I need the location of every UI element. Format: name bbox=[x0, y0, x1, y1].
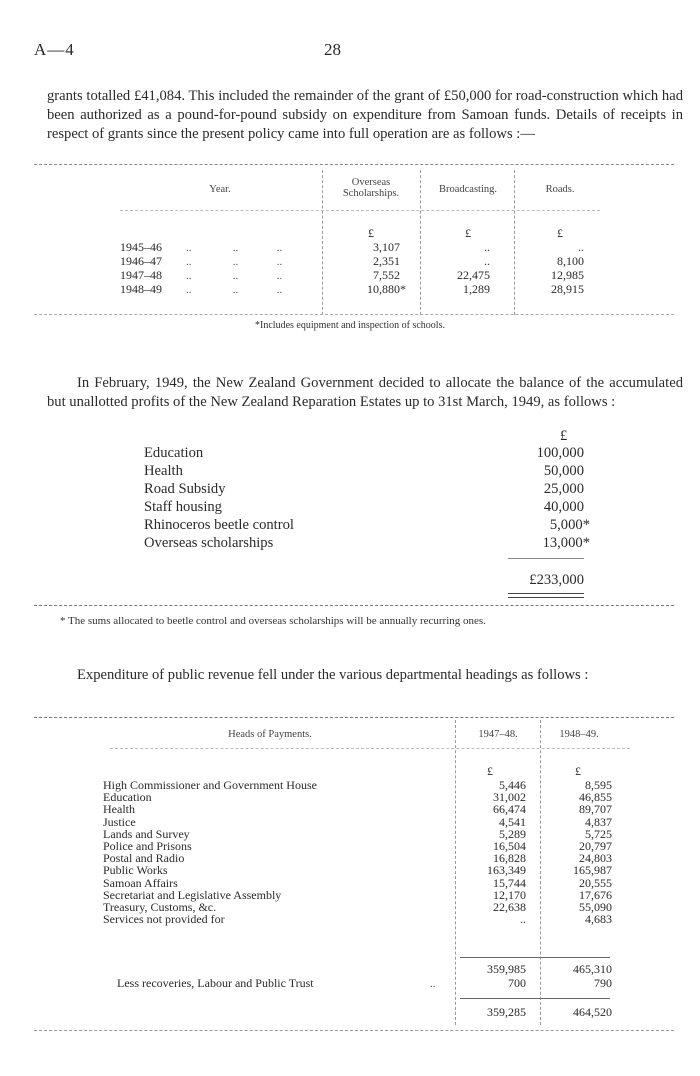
allocation-amount: 25,000 bbox=[543, 481, 584, 497]
expenditure-row-label: Police and Prisons bbox=[103, 839, 192, 853]
allocation-amount: 100,000 bbox=[536, 445, 584, 461]
expenditure-row-1948: 55,090 bbox=[579, 900, 612, 914]
expenditure-row-label: Lands and Survey bbox=[103, 826, 190, 841]
expenditure-row-label: Education bbox=[103, 790, 152, 805]
expenditure-row-1947: 31,002 bbox=[493, 790, 526, 805]
expenditure-row-1948: 8,595 bbox=[585, 778, 612, 792]
expenditure-paragraph bbox=[47, 666, 683, 685]
grants-currency-roads: £ bbox=[557, 226, 563, 240]
expenditure-row-1948: 5,725 bbox=[585, 826, 612, 841]
expenditure-row-1947: 16,828 bbox=[493, 851, 526, 866]
expenditure-row-1948: 4,683 bbox=[585, 912, 612, 927]
allocation-amount: 13,000* bbox=[542, 535, 590, 551]
grants-row-year: 1948–49 bbox=[120, 282, 162, 296]
expenditure-currency-1947: £ bbox=[487, 764, 493, 778]
grants-header-broadcasting: Broadcasting. bbox=[438, 184, 498, 195]
grants-row-roads: 12,985 bbox=[551, 268, 584, 282]
expenditure-row-1947: 4,541 bbox=[499, 814, 526, 829]
grants-row-overseas: 3,107 bbox=[373, 240, 400, 254]
allocation-total: £233,000 bbox=[529, 572, 584, 588]
grants-table bbox=[0, 0, 700, 340]
allocation-sum-rule bbox=[508, 558, 584, 559]
expenditure-row-label: Treasury, Customs, &c. bbox=[103, 900, 217, 914]
grants-header-rule bbox=[120, 210, 600, 211]
expenditure-subtotal-1948: 465,310 bbox=[573, 962, 612, 976]
allocation-amount: 40,000 bbox=[543, 499, 584, 515]
page-number: 28 bbox=[324, 40, 341, 59]
expenditure-row-label: Services not provided for bbox=[103, 912, 225, 927]
grants-col-divider-1 bbox=[322, 170, 323, 315]
expenditure-row-1948: 165,987 bbox=[573, 863, 612, 878]
expenditure-col-divider-1 bbox=[455, 720, 456, 1025]
grants-row-year: 1947–48 bbox=[120, 268, 162, 282]
expenditure-subtotal-1947: 359,985 bbox=[487, 962, 526, 976]
expenditure-row-label: High Commissioner and Government House bbox=[103, 778, 317, 792]
grants-row-year: 1946–47 bbox=[120, 254, 162, 268]
intro-paragraph-text: grants totalled £41,084. This included the remainder of the grant of £50,000 for road-construction which had been authorized as a pound-for-pound subsidy on expenditure from Samoan funds. Details of receipts in respect of grants since the present policy came into full operation are as follows :— bbox=[47, 88, 683, 142]
expenditure-row-1947: .. bbox=[520, 912, 526, 927]
grants-col-divider-2 bbox=[420, 170, 421, 315]
expenditure-subtotal-rule bbox=[460, 957, 610, 958]
expenditure-row-1947: 66,474 bbox=[493, 802, 526, 817]
reparation-paragraph-text: In February, 1949, the New Zealand Government decided to allocate the balance of the accumulated but unallotted profits of the New Zealand Reparation Estates up to 31st March, 1949, as follows : bbox=[47, 375, 683, 410]
expenditure-row-label: Health bbox=[103, 802, 135, 817]
expenditure-table-top-rule bbox=[34, 717, 674, 718]
grants-table-bottom-rule bbox=[34, 314, 674, 315]
report-reference: A—4 bbox=[34, 40, 75, 59]
expenditure-row-1947: 22,638 bbox=[493, 900, 526, 914]
expenditure-row-1948: 24,803 bbox=[579, 851, 612, 866]
expenditure-row-1947: 163,349 bbox=[487, 863, 526, 878]
expenditure-row-1948: 20,555 bbox=[579, 875, 612, 890]
expenditure-row-1948: 4,837 bbox=[585, 814, 612, 829]
allocation-label: Rhinoceros beetle control bbox=[144, 517, 294, 533]
expenditure-total-rule bbox=[460, 998, 610, 999]
leader-dots: .. .. .. bbox=[186, 242, 283, 254]
expenditure-header-1947: 1947–48. bbox=[478, 729, 518, 740]
expenditure-row-label: Samoan Affairs bbox=[103, 875, 178, 890]
expenditure-row-1947: 5,289 bbox=[499, 826, 526, 841]
allocation-label: Health bbox=[144, 463, 183, 479]
grants-row-roads: .. bbox=[578, 240, 584, 254]
expenditure-total-1947: 359,285 bbox=[487, 1005, 526, 1019]
grants-row-broadcasting: 22,475 bbox=[457, 268, 490, 282]
grants-currency-broadcasting: £ bbox=[465, 226, 471, 240]
grants-row-broadcasting: 1,289 bbox=[463, 282, 490, 296]
allocation-label: Staff housing bbox=[144, 499, 222, 515]
allocation-label: Overseas scholarships bbox=[144, 535, 274, 551]
grants-row-roads: 28,915 bbox=[551, 282, 584, 296]
expenditure-row-label: Public Works bbox=[103, 863, 168, 878]
reparation-paragraph bbox=[47, 374, 683, 412]
grants-header-overseas: Overseas Scholarships. bbox=[342, 177, 400, 199]
expenditure-total-1948: 464,520 bbox=[573, 1005, 612, 1019]
expenditure-row-label: Secretariat and Legislative Assembly bbox=[103, 887, 282, 902]
grants-row-overseas: 7,552 bbox=[373, 268, 400, 282]
grants-currency-overseas: £ bbox=[368, 226, 374, 240]
expenditure-row-1947: 16,504 bbox=[493, 839, 526, 853]
grants-header-roads: Roads. bbox=[545, 184, 575, 195]
expenditure-currency-1948: £ bbox=[575, 764, 581, 778]
expenditure-row-1947: 15,744 bbox=[493, 875, 526, 890]
expenditure-row-1947: 5,446 bbox=[499, 778, 526, 792]
leader-dots: .. bbox=[430, 978, 436, 990]
expenditure-header-1948: 1948–49. bbox=[559, 729, 599, 740]
allocation-total-rule bbox=[508, 593, 584, 594]
allocation-total-double-rule bbox=[508, 597, 584, 598]
expenditure-row-label: Postal and Radio bbox=[103, 851, 185, 866]
expenditure-row-label: Justice bbox=[103, 814, 136, 829]
expenditure-row-1948: 20,797 bbox=[579, 839, 612, 853]
grants-row-overseas: 2,351 bbox=[373, 254, 400, 268]
grants-row-broadcasting: .. bbox=[484, 240, 490, 254]
allocation-amount: 5,000* bbox=[549, 517, 590, 533]
leader-dots: .. .. .. bbox=[186, 284, 283, 296]
leader-dots: .. .. .. bbox=[186, 256, 283, 268]
grants-header-year: Year. bbox=[209, 184, 231, 195]
grants-row-broadcasting: .. bbox=[484, 254, 490, 268]
grants-row-roads: 8,100 bbox=[557, 254, 584, 268]
allocation-label: Education bbox=[144, 445, 204, 461]
expenditure-less-1948: 790 bbox=[594, 976, 612, 990]
allocation-bottom-rule bbox=[34, 605, 674, 606]
grants-row-year: 1945–46 bbox=[120, 240, 162, 254]
allocation-amount: 50,000 bbox=[543, 463, 584, 479]
allocation-footnote: * The sums allocated to beetle control and overseas scholarships will be annually recurring ones. bbox=[60, 615, 486, 627]
grants-col-divider-3 bbox=[514, 170, 515, 315]
grants-table-top-rule bbox=[34, 164, 674, 165]
leader-dots: .. .. .. bbox=[186, 270, 283, 282]
grants-row-overseas: 10,880* bbox=[367, 282, 406, 296]
expenditure-table-bottom-rule bbox=[34, 1030, 674, 1031]
expenditure-less-label: Less recoveries, Labour and Public Trust bbox=[117, 976, 314, 990]
expenditure-header-rule bbox=[110, 748, 630, 749]
expenditure-row-1947: 12,170 bbox=[493, 887, 526, 902]
expenditure-row-1948: 89,707 bbox=[579, 802, 612, 817]
allocation-label: Road Subsidy bbox=[144, 481, 226, 497]
expenditure-paragraph-text: Expenditure of public revenue fell under the various departmental headings as follows : bbox=[77, 667, 589, 683]
expenditure-row-1948: 17,676 bbox=[579, 887, 612, 902]
expenditure-header-heads: Heads of Payments. bbox=[228, 729, 312, 740]
grants-footnote: *Includes equipment and inspection of schools. bbox=[255, 320, 445, 331]
expenditure-row-1948: 46,855 bbox=[579, 790, 612, 805]
allocation-currency: £ bbox=[560, 428, 568, 444]
expenditure-col-divider-2 bbox=[540, 720, 541, 1025]
expenditure-less-1947: 700 bbox=[508, 976, 526, 990]
